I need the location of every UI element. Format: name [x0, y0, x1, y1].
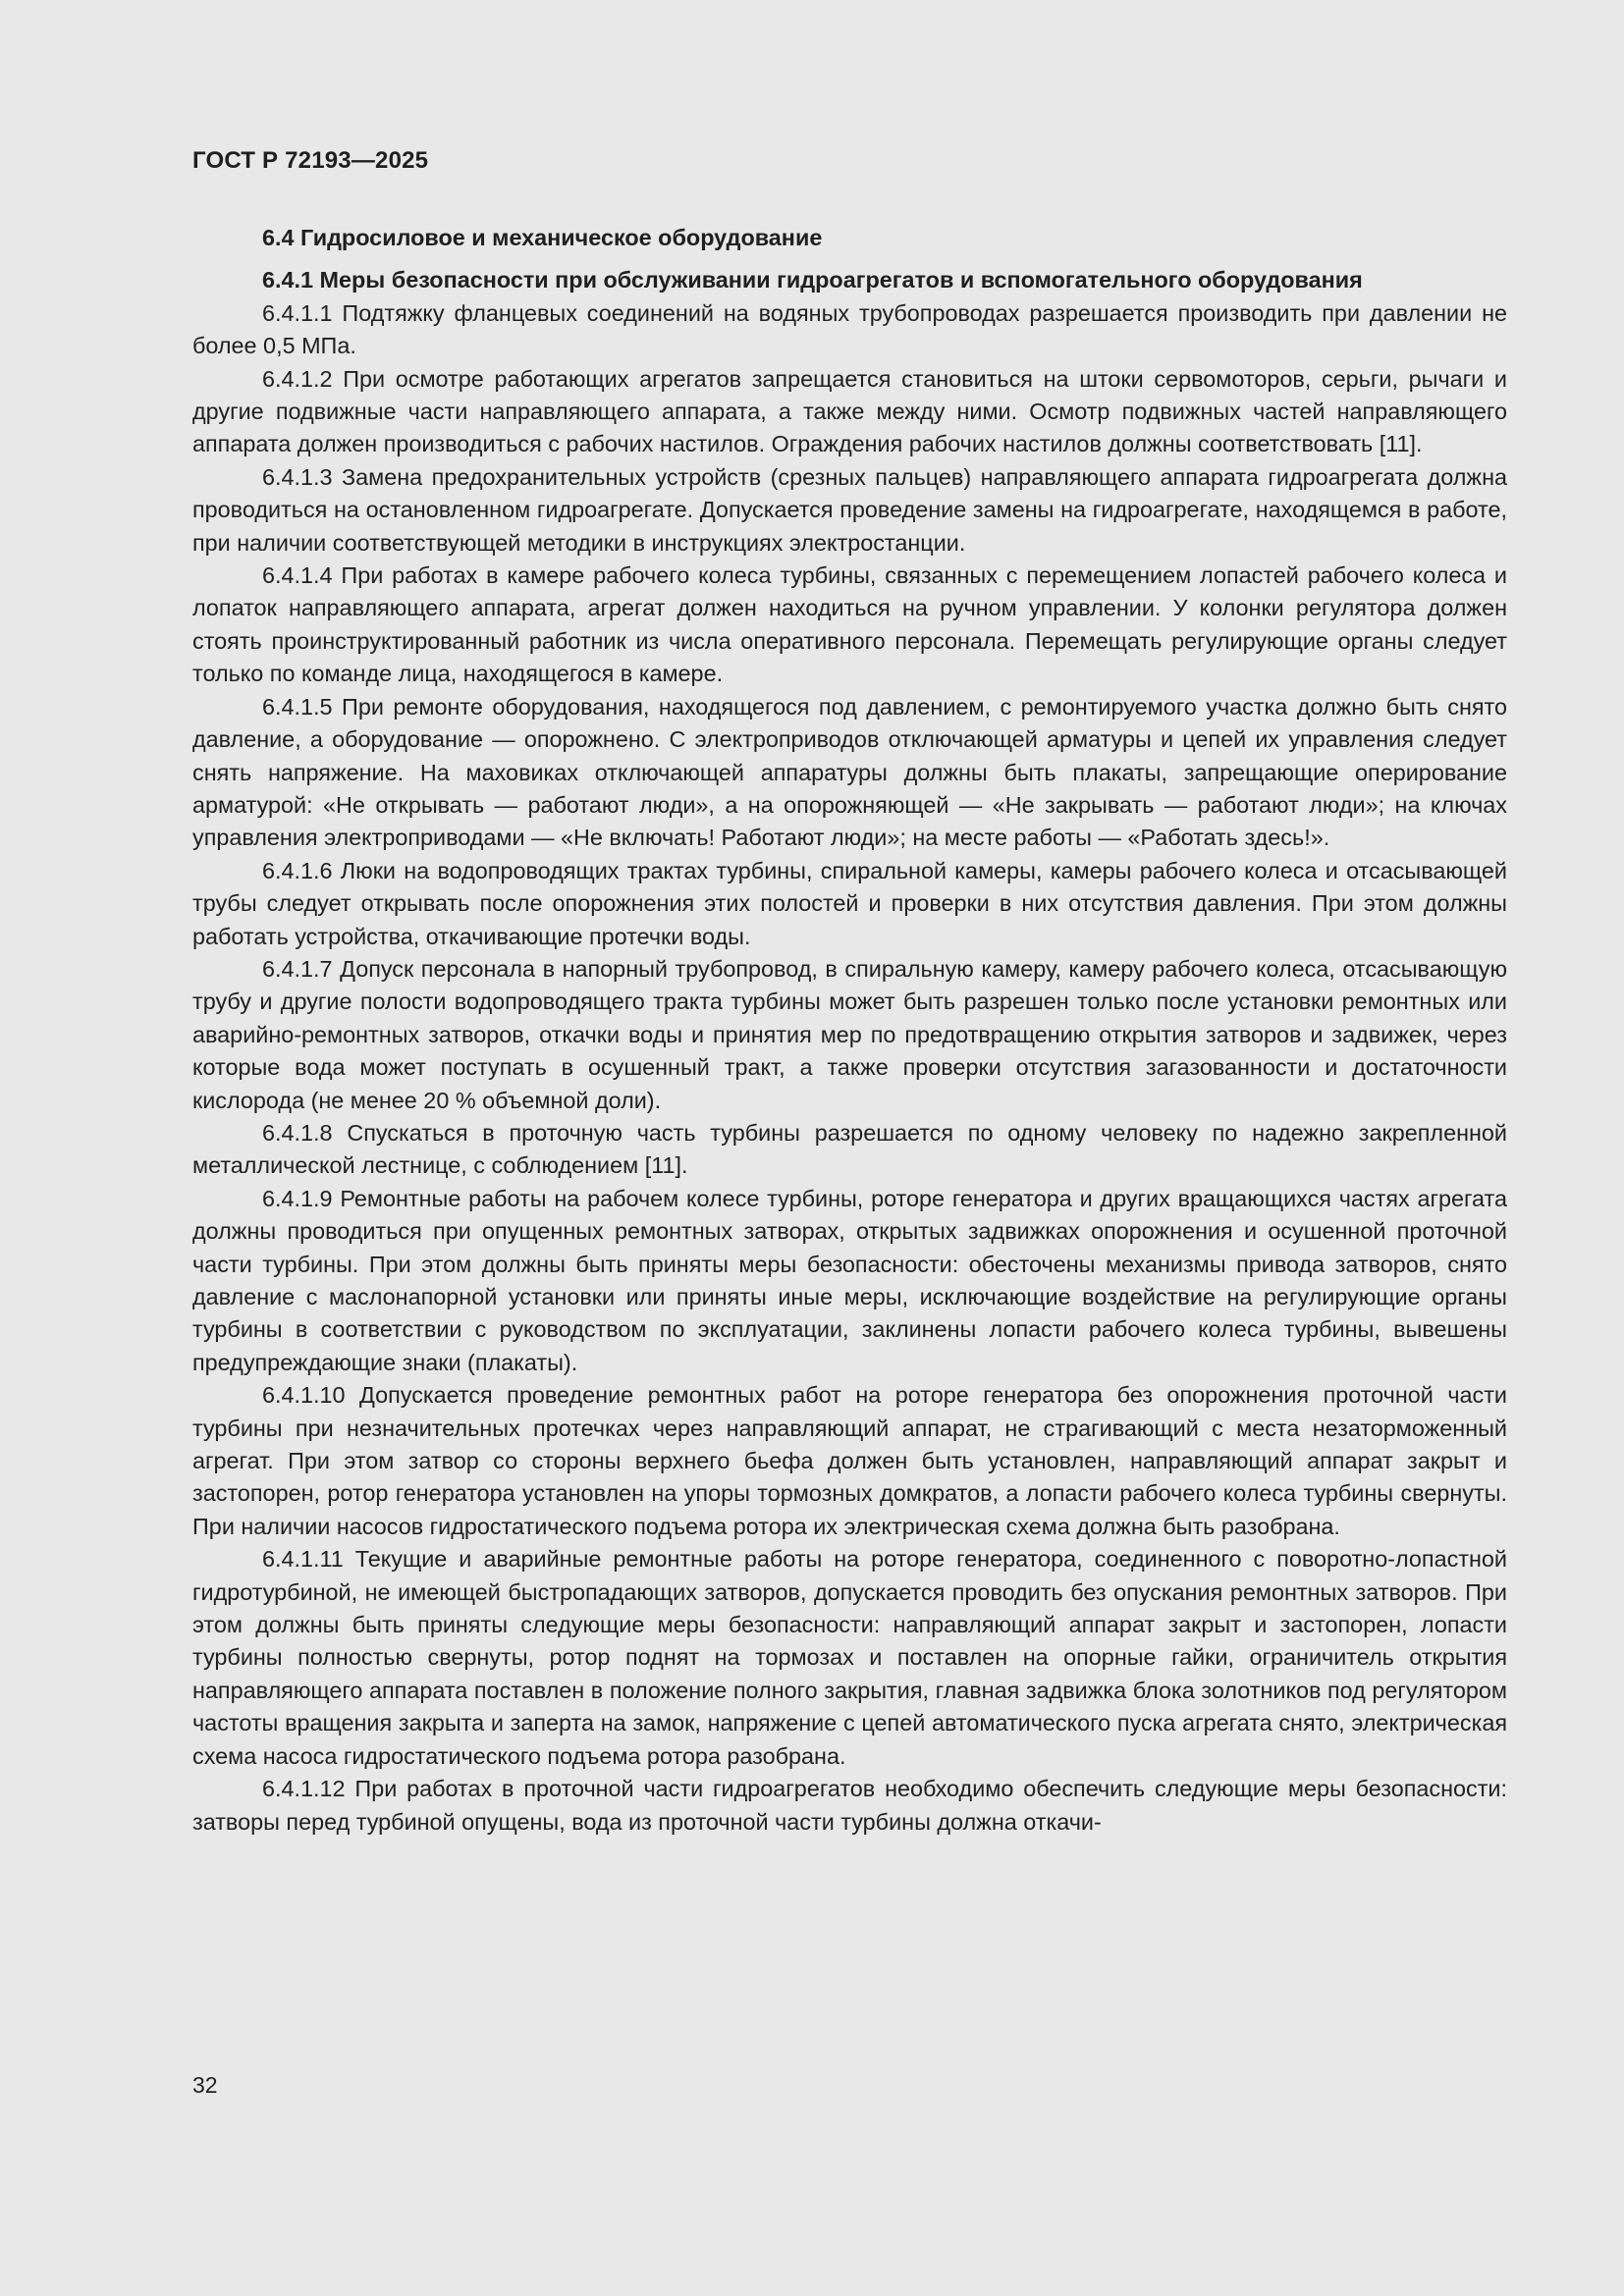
paragraph-6-4-1-1: 6.4.1.1 Подтяжку фланцевых соединений на водяных трубопроводах разрешается производить при давлении не более 0,5 МПа.	[192, 299, 1507, 359]
document-body	[192, 222, 1507, 1839]
paragraph-6-4-1-6: 6.4.1.6 Люки на водопроводящих трактах турбины, спиральной камеры, камеры рабочего колеса и отсасывающей трубы следует открывать после опорожнения этих полостей и проверки в них отсутствия давления. При этом должны работать устройства, откачивающие протечки воды.	[192, 857, 1507, 949]
section-heading-6-4: 6.4 Гидросиловое и механическое оборудование	[262, 225, 823, 250]
section-heading-6-4-1: 6.4.1 Меры безопасности при обслуживании гидроагрегатов и вспомогательного оборудования	[262, 267, 1363, 294]
paragraph-6-4-1-12: 6.4.1.12 При работах в проточной части гидроагрегатов необходимо обеспечить следующие меры безопасности: затворы перед турбиной опущены, вода из проточной части турбины должна откачи-	[192, 1776, 1507, 1835]
paragraph-6-4-1-5: 6.4.1.5 При ремонте оборудования, находящегося под давлением, с ремонтируемого участка должно быть снято давление, а оборудование — опорожнено. С электроприводов отключающей арматуры и цепей их управления следует снять напряжение. На маховиках отключающей аппаратуры должны быть плакаты, запрещающие оперирование арматурой: «Не открывать — работают люди», а на опорожняющей — «Не закрывать — работают люди»; на ключах управления электроприводами — «Не включать! Работают люди»; на месте работы — «Работать здесь!».	[192, 693, 1507, 851]
paragraph-6-4-1-11: 6.4.1.11 Текущие и аварийные ремонтные работы на роторе генератора, соединенного с поворотно-лопастной гидротурбиной, не имеющей быстропадающих затворов, допускается проводить без опускания ремонтных затворов. При этом должны быть приняты следующие меры безопасности: направляющий аппарат закрыт и застопорен, лопасти турбины полностью свернуты, ротор поднят на тормозах и поставлен на опорные гайки, ограничитель открытия направляющего аппарата поставлен в положение полного закрытия, главная задвижка блока золотников под регулятором частоты вращения закрыта и заперта на замок, напряжение с цепей автоматического пуска агрегата снято, электрическая схема насоса гидростатического подъема ротора разобрана.	[192, 1546, 1507, 1769]
page-number: 32	[192, 2072, 218, 2098]
paragraph-6-4-1-7: 6.4.1.7 Допуск персонала в напорный трубопровод, в спиральную камеру, камеру рабочего колеса, отсасывающую трубу и другие полости водопроводящего тракта турбины может быть разрешен только после установки ремонтных или аварийно-ремонтных затворов, откачки воды и принятия мер по предотвращению открытия затворов и задвижек, через которые вода может поступать в осушенный тракт, а также проверки отсутствия загазованности и достаточности кислорода (не менее 20 % объемной доли).	[192, 955, 1507, 1113]
paragraph-6-4-1-2: 6.4.1.2 При осмотре работающих агрегатов запрещается становиться на штоки сервомоторов, серьги, рычаги и другие подвижные части направляющего аппарата, а также между ними. Осмотр подвижных частей направляющего аппарата должен производиться с рабочих настилов. Ограждения рабочих настилов должны соответствовать [11].	[192, 365, 1507, 457]
paragraph-6-4-1-9: 6.4.1.9 Ремонтные работы на рабочем колесе турбины, роторе генератора и других вращающихся частях агрегата должны проводиться при опущенных ремонтных затворах, открытых задвижках опорожнения и осушенной проточной части турбины. При этом должны быть приняты меры безопасности: обесточены механизмы привода затворов, снято давление с маслонапорной установки или приняты иные меры, исключающие воздействие на регулирующие органы турбины в соответствии с руководством по эксплуатации, заклинены лопасти рабочего колеса турбины, вывешены предупреждающие знаки (плакаты).	[192, 1185, 1507, 1375]
paragraph-6-4-1-8: 6.4.1.8 Спускаться в проточную часть турбины разрешается по одному человеку по надежно закрепленной металлической лестнице, с соблюдением [11].	[192, 1119, 1507, 1179]
paragraph-6-4-1-4: 6.4.1.4 При работах в камере рабочего колеса турбины, связанных с перемещением лопастей рабочего колеса и лопаток направляющего аппарата, агрегат должен находиться на ручном управлении. У колонки регулятора должен стоять проинструктированный работник из числа оперативного персонала. Перемещать регулирующие органы следует только по команде лица, находящегося в камере.	[192, 562, 1507, 687]
document-code-header: ГОСТ Р 72193—2025	[192, 147, 429, 174]
paragraph-6-4-1-10: 6.4.1.10 Допускается проведение ремонтных работ на роторе генератора без опорожнения проточной части турбины при незначительных протечках через направляющий аппарат, не страгивающий с места незаторможенный агрегат. При этом затвор со стороны верхнего бьефа должен быть установлен, направляющий аппарат закрыт и застопорен, ротор генератора установлен на упоры тормозных домкратов, а лопасти рабочего колеса турбины свернуты. При наличии насосов гидростатического подъема ротора их электрическая схема должна быть разобрана.	[192, 1382, 1507, 1539]
paragraph-6-4-1-3: 6.4.1.3 Замена предохранительных устройств (срезных пальцев) направляющего аппарата гидроагрегата должна проводиться на остановленном гидроагрегате. Допускается проведение замены на гидроагрегате, находящемся в работе, при наличии соответствующей методики в инструкциях электростанции.	[192, 463, 1507, 556]
